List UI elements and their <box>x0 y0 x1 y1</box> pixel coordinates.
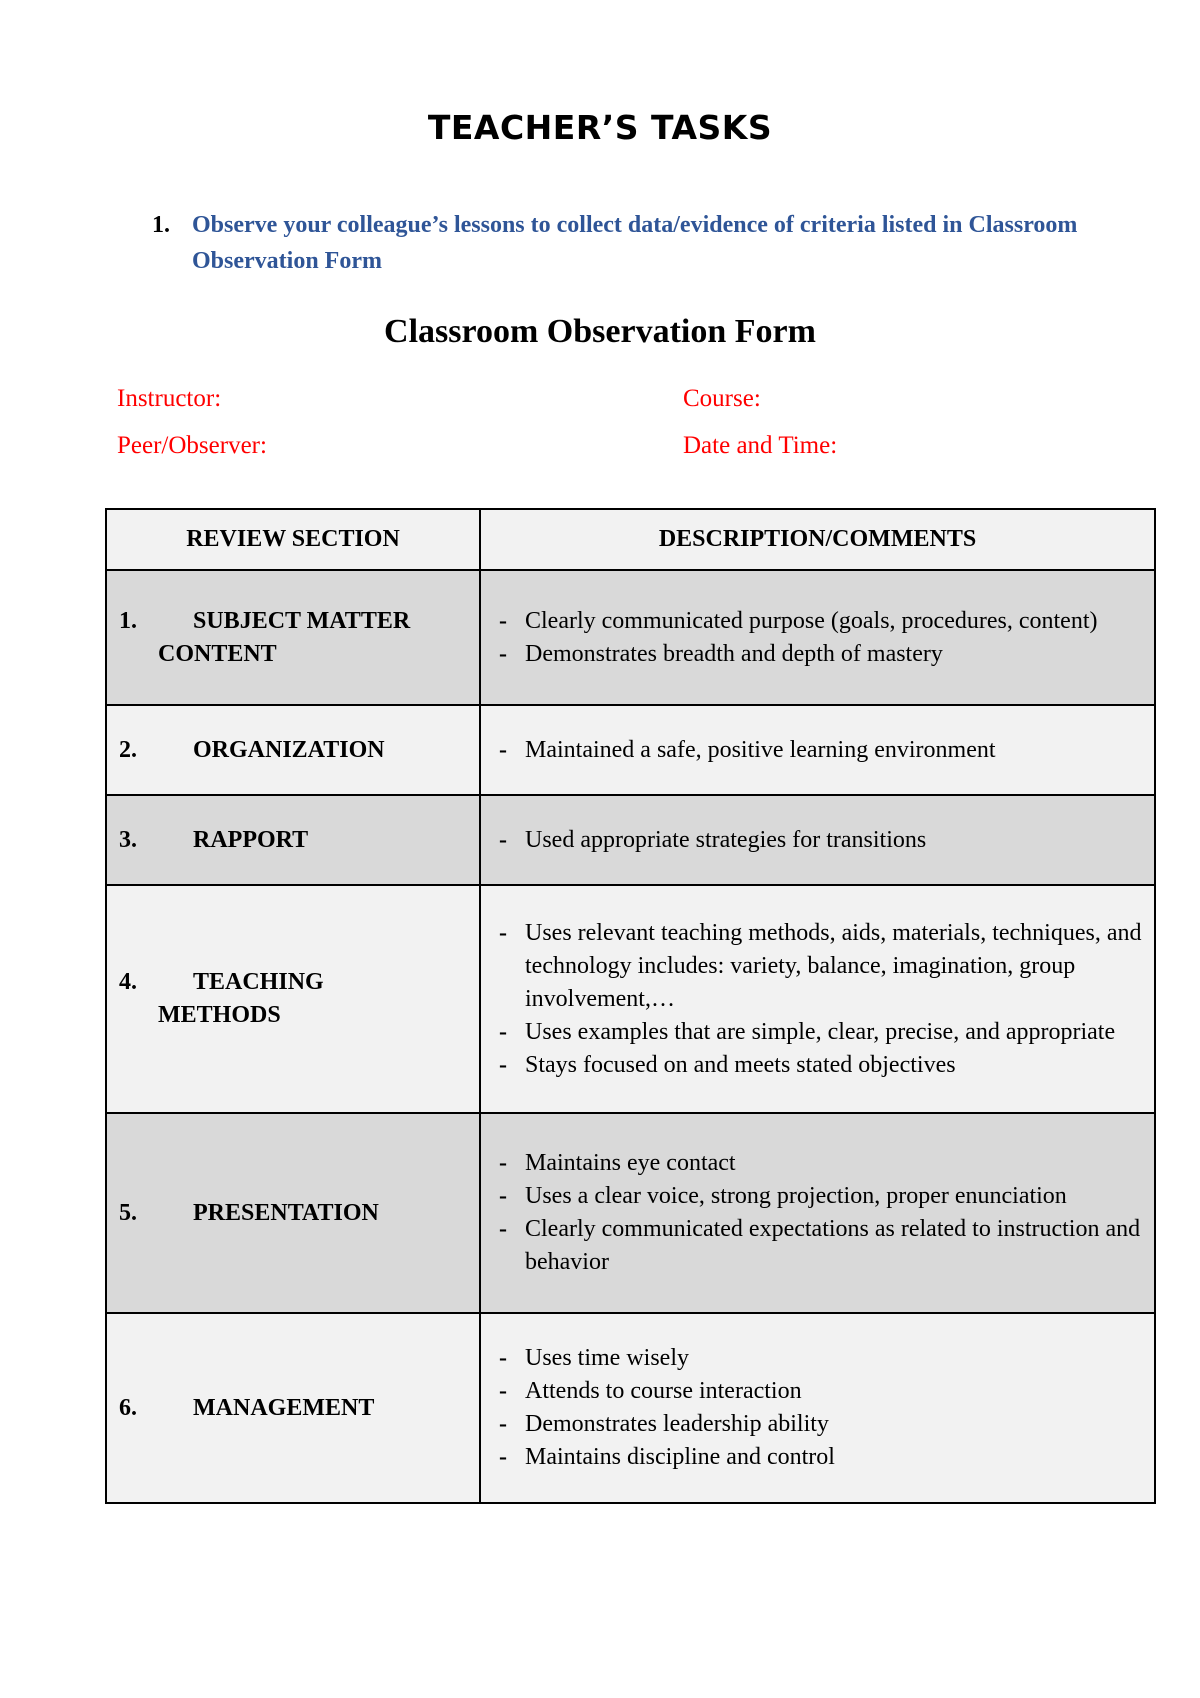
review-section-cell <box>106 1113 480 1313</box>
description-cell <box>480 570 1155 705</box>
task-number: 1. <box>152 212 170 238</box>
section-title: RAPPORT <box>193 826 309 853</box>
date-time-label: Date and Time: <box>683 432 838 459</box>
form-title: Classroom Observation Form <box>384 313 816 350</box>
list-item: - Uses time wisely <box>497 1342 1144 1375</box>
review-section-cell <box>106 885 480 1113</box>
section-title: MANAGEMENT <box>193 1394 375 1421</box>
task-item <box>152 207 1112 279</box>
section-number: 2. <box>119 736 137 763</box>
table-row <box>106 885 1155 1113</box>
course-label: Course: <box>683 385 761 412</box>
review-section-cell <box>106 795 480 885</box>
review-section-cell <box>106 570 480 705</box>
list-item: - Uses examples that are simple, clear, precise, and appropriate <box>497 1016 1144 1049</box>
section-number: 3. <box>119 826 137 853</box>
list-item: - Stays focused on and meets stated objectives <box>497 1049 1144 1082</box>
table-row <box>106 570 1155 705</box>
list-item: - Clearly communicated purpose (goals, procedures, content) <box>497 605 1144 638</box>
section-title: PRESENTATION <box>193 1199 379 1226</box>
list-item: - Uses relevant teaching methods, aids, materials, techniques, and technology includes: variety, balance, imagination, group involvement,… <box>497 917 1144 1016</box>
list-item: - Used appropriate strategies for transitions <box>497 824 1144 857</box>
instructor-label: Instructor: <box>117 385 222 412</box>
section-number: 6. <box>119 1394 137 1421</box>
list-item: - Maintained a safe, positive learning environment <box>497 734 1144 767</box>
section-title: TEACHING <box>193 969 324 995</box>
review-section-cell <box>106 705 480 795</box>
table-header-row <box>106 509 1155 570</box>
table-row <box>106 795 1155 885</box>
section-title: SUBJECT MATTER <box>193 607 411 634</box>
list-item: - Maintains discipline and control <box>497 1441 1144 1474</box>
description-cell <box>480 795 1155 885</box>
section-title: ORGANIZATION <box>193 736 385 763</box>
section-number: 1. <box>119 607 137 634</box>
list-item: - Maintains eye contact <box>497 1147 1144 1180</box>
list-item: - Demonstrates breadth and depth of mastery <box>497 638 1144 671</box>
section-number: 4. <box>119 969 137 995</box>
description-cell <box>480 885 1155 1113</box>
table-row <box>106 1313 1155 1503</box>
list-item: - Attends to course interaction <box>497 1375 1144 1408</box>
section-title-continued: CONTENT <box>158 640 277 667</box>
description-cell <box>480 1113 1155 1313</box>
review-section-cell <box>106 1313 480 1503</box>
task-text: Observe your colleague’s lessons to collect data/evidence of criteria listed in Classroom Observation Form <box>192 212 1078 274</box>
description-cell <box>480 705 1155 795</box>
section-number: 5. <box>119 1199 137 1226</box>
list-item: - Clearly communicated expectations as related to instruction and behavior <box>497 1213 1144 1279</box>
list-item: - Uses a clear voice, strong projection, proper enunciation <box>497 1180 1144 1213</box>
list-item: - Demonstrates leadership ability <box>497 1408 1144 1441</box>
section-title-continued: METHODS <box>158 1002 281 1028</box>
header-review-section: REVIEW SECTION <box>106 509 480 570</box>
observation-table <box>105 508 1156 1504</box>
page-title: TEACHER’S TASKS <box>427 108 773 147</box>
header-description-comments: DESCRIPTION/COMMENTS <box>480 509 1155 570</box>
table-row <box>106 1113 1155 1313</box>
description-cell <box>480 1313 1155 1503</box>
table-row <box>106 705 1155 795</box>
peer-observer-label: Peer/Observer: <box>117 432 267 459</box>
